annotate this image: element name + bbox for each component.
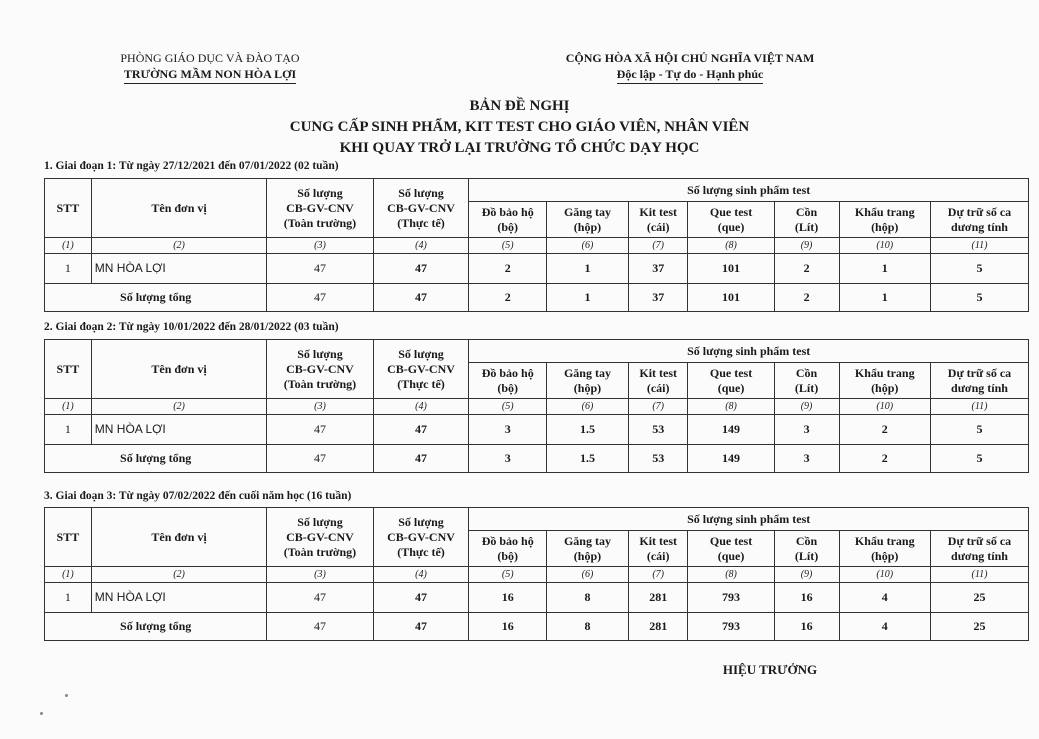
header-line: Khẩu trang <box>854 533 915 548</box>
total-cell: 3 <box>469 445 547 473</box>
col-reserve <box>930 202 1028 238</box>
header-line: Số lượng <box>398 514 444 529</box>
total-cell: 47 <box>267 284 373 312</box>
col-unit: Tên đơn vị <box>91 508 267 567</box>
col-kit <box>628 363 688 399</box>
total-cell: 16 <box>774 613 839 641</box>
supply-table <box>44 507 1029 641</box>
total-cell: 16 <box>469 613 547 641</box>
col-alcohol <box>774 531 839 567</box>
header-line: CB-GV-CNV <box>387 529 455 544</box>
col-index: (9) <box>774 399 839 415</box>
department-header <box>100 50 320 84</box>
col-index: (5) <box>469 567 547 583</box>
cell: 53 <box>628 415 688 445</box>
col-index: (3) <box>267 567 373 583</box>
cell: 47 <box>267 583 373 613</box>
total-cell: 8 <box>547 613 629 641</box>
header-line: (bộ) <box>497 548 519 563</box>
col-swab <box>688 202 774 238</box>
supply-table <box>44 339 1029 473</box>
header-line: (hộp) <box>573 219 602 234</box>
col-index: (1) <box>45 238 92 254</box>
cell: 8 <box>547 583 629 613</box>
header-line: Dự trữ số ca <box>947 204 1012 219</box>
col-index: (1) <box>45 399 92 415</box>
cell: 1 <box>45 415 92 445</box>
header-line: (que) <box>717 380 745 395</box>
cell: 149 <box>688 415 774 445</box>
doc-title-1: BẢN ĐỀ NGHỊ <box>469 98 570 114</box>
col-index: (7) <box>628 399 688 415</box>
header-line: (Thực tế) <box>397 544 445 559</box>
header-line: Cồn <box>795 365 818 380</box>
col-index: (2) <box>91 567 267 583</box>
col-index: (10) <box>839 567 930 583</box>
cell: 1 <box>547 254 629 284</box>
total-cell: 2 <box>774 284 839 312</box>
col-kit <box>628 202 688 238</box>
header-line: (hộp) <box>871 380 899 395</box>
header-line: Số lượng <box>297 346 343 361</box>
header-line: Que test <box>709 365 753 380</box>
cell: 1 <box>45 254 92 284</box>
header-line: Găng tay <box>563 533 611 548</box>
header-line: (cái) <box>646 380 670 395</box>
cell: MN HÒA LỢI <box>91 583 267 613</box>
header-line: CB-GV-CNV <box>387 361 455 376</box>
col-index: (2) <box>91 399 267 415</box>
header-line: (que) <box>717 219 745 234</box>
cell: 16 <box>774 583 839 613</box>
national-header <box>540 50 840 84</box>
col-gloves <box>547 202 629 238</box>
header-line: Cồn <box>795 533 818 548</box>
header-line: Khẩu trang <box>854 204 915 219</box>
header-line: CB-GV-CNV <box>286 361 354 376</box>
col-index: (3) <box>267 399 373 415</box>
col-unit: Tên đơn vị <box>91 179 267 238</box>
col-index: (9) <box>774 567 839 583</box>
header-line: (Lít) <box>794 380 819 395</box>
col-index: (6) <box>547 238 629 254</box>
total-cell: 2 <box>469 284 547 312</box>
header-line: (Thực tế) <box>397 376 445 391</box>
total-cell: 47 <box>267 445 373 473</box>
header-line: (hộp) <box>573 380 602 395</box>
cell: 47 <box>267 415 373 445</box>
doc-title-3: KHI QUAY TRỞ LẠI TRƯỜNG TỔ CHỨC DẠY HỌC <box>339 140 700 156</box>
total-cell: 47 <box>267 613 373 641</box>
cell: 47 <box>373 415 469 445</box>
header-line: (que) <box>717 548 745 563</box>
col-actual-staff <box>373 340 469 399</box>
header-line: Đồ bảo hộ <box>481 204 534 219</box>
cell: 1.5 <box>547 415 629 445</box>
col-stt: STT <box>45 340 92 399</box>
header-line: Que test <box>709 204 753 219</box>
cell: 2 <box>469 254 547 284</box>
total-cell: 37 <box>628 284 688 312</box>
national-motto: Độc lập - Tự do - Hạnh phúc <box>617 66 764 84</box>
col-index: (6) <box>547 567 629 583</box>
col-index: (4) <box>373 238 469 254</box>
col-index: (9) <box>774 238 839 254</box>
col-index: (8) <box>688 567 774 583</box>
header-line: (hộp) <box>871 219 899 234</box>
cell: MN HÒA LỢI <box>91 415 267 445</box>
header-line: Kit test <box>639 365 678 380</box>
col-index: (5) <box>469 399 547 415</box>
header-line: (Lít) <box>794 548 819 563</box>
header-line: (hộp) <box>871 548 899 563</box>
total-cell: 149 <box>688 445 774 473</box>
total-cell: 281 <box>628 613 688 641</box>
col-group: Số lượng sinh phẩm test <box>469 508 1029 531</box>
header-line: CB-GV-CNV <box>286 200 354 215</box>
cell: 5 <box>930 415 1028 445</box>
total-cell: 4 <box>839 613 930 641</box>
header-line: (bộ) <box>497 219 519 234</box>
phase-label: 3. Giai đoạn 3: Từ ngày 07/02/2022 đến cuối năm học (16 tuần) <box>44 490 352 502</box>
national-name: CỘNG HÒA XÃ HỘI CHỦ NGHĨA VIỆT NAM <box>565 51 815 65</box>
cell: 47 <box>373 583 469 613</box>
col-index: (6) <box>547 399 629 415</box>
col-kit <box>628 531 688 567</box>
cell: 101 <box>688 254 774 284</box>
col-group: Số lượng sinh phẩm test <box>469 340 1029 363</box>
col-index: (11) <box>930 238 1028 254</box>
col-group: Số lượng sinh phẩm test <box>469 179 1029 202</box>
col-stt: STT <box>45 179 92 238</box>
cell: 47 <box>373 254 469 284</box>
total-cell: 47 <box>373 445 469 473</box>
header-line: (Lít) <box>794 219 819 234</box>
header-line: Số lượng <box>297 514 343 529</box>
cell: 25 <box>930 583 1028 613</box>
col-index: (4) <box>373 399 469 415</box>
header-line: Đồ bảo hộ <box>481 533 534 548</box>
header-line: Cồn <box>795 204 818 219</box>
col-mask <box>839 202 930 238</box>
col-alcohol <box>774 363 839 399</box>
col-alcohol <box>774 202 839 238</box>
supply-table <box>44 178 1029 312</box>
header-line: dương tính <box>951 548 1008 563</box>
total-cell: 3 <box>774 445 839 473</box>
cell: 2 <box>839 415 930 445</box>
total-cell: 2 <box>839 445 930 473</box>
total-cell: 47 <box>373 284 469 312</box>
col-reserve <box>930 363 1028 399</box>
school-name: TRƯỜNG MẦM NON HÒA LỢI <box>124 66 296 84</box>
total-cell: 101 <box>688 284 774 312</box>
total-cell: 1 <box>839 284 930 312</box>
col-index: (3) <box>267 238 373 254</box>
cell: 793 <box>688 583 774 613</box>
cell: 1 <box>839 254 930 284</box>
phase-label: 1. Giai đoạn 1: Từ ngày 27/12/2021 đến 07/01/2022 (02 tuần) <box>44 160 339 172</box>
col-index: (11) <box>930 399 1028 415</box>
col-swab <box>688 363 774 399</box>
doc-title-2: CUNG CẤP SINH PHẨM, KIT TEST CHO GIÁO VIÊN, NHÂN VIÊN <box>289 119 750 135</box>
col-actual-staff <box>373 179 469 238</box>
cell: 4 <box>839 583 930 613</box>
col-index: (10) <box>839 238 930 254</box>
cell: 1 <box>45 583 92 613</box>
col-index: (1) <box>45 567 92 583</box>
header-line: Kit test <box>639 204 678 219</box>
header-line: Găng tay <box>563 204 611 219</box>
header-line: (cái) <box>646 548 670 563</box>
cell: MN HÒA LỢI <box>91 254 267 284</box>
header-line: (hộp) <box>573 548 602 563</box>
col-total-staff <box>267 508 373 567</box>
col-index: (10) <box>839 399 930 415</box>
header-line: Số lượng <box>297 185 343 200</box>
cell: 3 <box>774 415 839 445</box>
total-label: Số lượng tổng <box>45 284 267 312</box>
col-actual-staff <box>373 508 469 567</box>
col-ppe <box>469 531 547 567</box>
total-cell: 5 <box>930 445 1028 473</box>
scan-speck <box>65 694 68 697</box>
header-line: Dự trữ số ca <box>947 365 1012 380</box>
phase-label: 2. Giai đoạn 2: Từ ngày 10/01/2022 đến 28/01/2022 (03 tuần) <box>44 321 339 333</box>
header-line: (Toàn trường) <box>283 544 357 559</box>
header-line: (Toàn trường) <box>283 215 357 230</box>
col-gloves <box>547 531 629 567</box>
header-line: CB-GV-CNV <box>387 200 455 215</box>
header-line: Kit test <box>639 533 678 548</box>
cell: 3 <box>469 415 547 445</box>
col-reserve <box>930 531 1028 567</box>
cell: 16 <box>469 583 547 613</box>
col-ppe <box>469 363 547 399</box>
signature-label: HIỆU TRƯỞNG <box>722 662 818 677</box>
header-line: Dự trữ số ca <box>947 533 1012 548</box>
col-unit: Tên đơn vị <box>91 340 267 399</box>
cell: 5 <box>930 254 1028 284</box>
col-mask <box>839 363 930 399</box>
cell: 37 <box>628 254 688 284</box>
total-cell: 5 <box>930 284 1028 312</box>
col-index: (4) <box>373 567 469 583</box>
total-cell: 25 <box>930 613 1028 641</box>
header-line: CB-GV-CNV <box>286 529 354 544</box>
header-line: dương tính <box>951 219 1008 234</box>
cell: 2 <box>774 254 839 284</box>
cell: 281 <box>628 583 688 613</box>
col-index: (2) <box>91 238 267 254</box>
col-index: (8) <box>688 238 774 254</box>
header-line: dương tính <box>951 380 1008 395</box>
col-ppe <box>469 202 547 238</box>
col-index: (5) <box>469 238 547 254</box>
header-line: (Thực tế) <box>397 215 445 230</box>
header-line: Số lượng <box>398 346 444 361</box>
col-gloves <box>547 363 629 399</box>
header-line: (bộ) <box>497 380 519 395</box>
col-swab <box>688 531 774 567</box>
total-cell: 53 <box>628 445 688 473</box>
header-line: Que test <box>709 533 753 548</box>
scan-speck <box>40 712 43 715</box>
col-index: (7) <box>628 238 688 254</box>
total-cell: 47 <box>373 613 469 641</box>
total-label: Số lượng tổng <box>45 445 267 473</box>
header-line: Khẩu trang <box>854 365 915 380</box>
col-total-staff <box>267 340 373 399</box>
total-cell: 793 <box>688 613 774 641</box>
col-mask <box>839 531 930 567</box>
col-index: (11) <box>930 567 1028 583</box>
col-total-staff <box>267 179 373 238</box>
header-line: Găng tay <box>563 365 611 380</box>
total-cell: 1 <box>547 284 629 312</box>
cell: 47 <box>267 254 373 284</box>
header-line: (Toàn trường) <box>283 376 357 391</box>
col-index: (7) <box>628 567 688 583</box>
col-index: (8) <box>688 399 774 415</box>
total-label: Số lượng tổng <box>45 613 267 641</box>
col-stt: STT <box>45 508 92 567</box>
header-line: (cái) <box>646 219 670 234</box>
total-cell: 1.5 <box>547 445 629 473</box>
header-line: Số lượng <box>398 185 444 200</box>
department-name: PHÒNG GIÁO DỤC VÀ ĐÀO TẠO <box>120 51 300 65</box>
header-line: Đồ bảo hộ <box>481 365 534 380</box>
